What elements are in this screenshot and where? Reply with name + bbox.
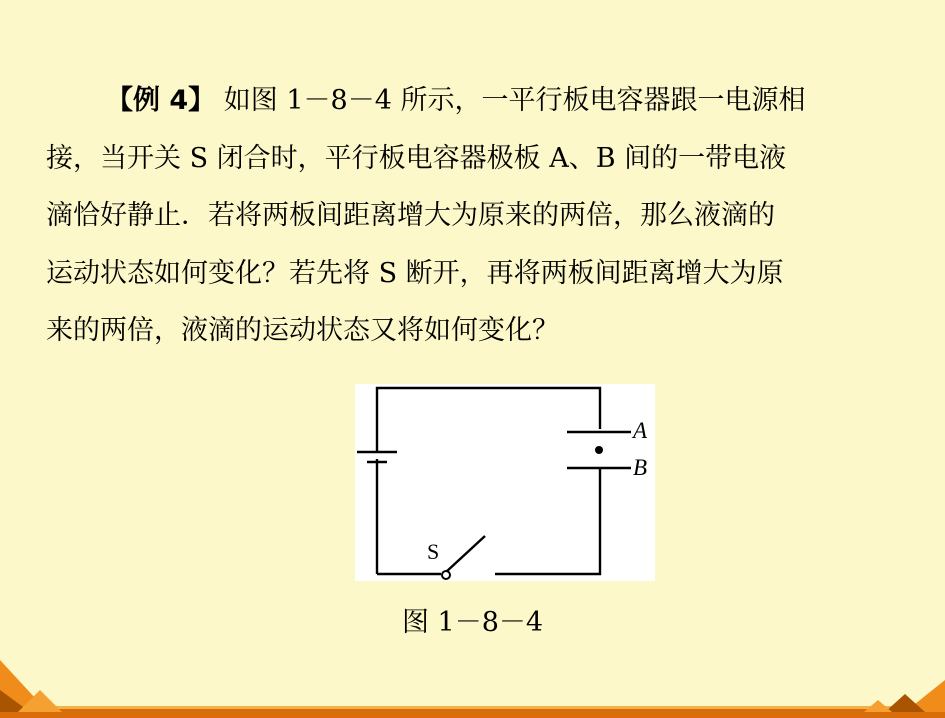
charged-droplet: [595, 446, 603, 454]
wire-right-bottom: [495, 468, 600, 574]
circuit-figure: [355, 384, 655, 581]
switch-label: S: [427, 539, 440, 564]
switch-blade: [446, 536, 485, 572]
corner-triangle-right-2: [885, 694, 925, 712]
problem-line-2: 接，当开关 S 闭合时，平行板电容器极板 A、B 间的一带电液: [46, 142, 787, 174]
example-tag: 【例 4】: [106, 85, 216, 116]
plate-a-label: A: [633, 418, 648, 443]
corner-triangle-right-3: [864, 700, 892, 712]
bottom-bar-highlight: [0, 706, 945, 709]
wire-top: [377, 388, 600, 452]
corner-triangle-right-1: [905, 680, 945, 712]
problem-line-5: 来的两倍，液滴的运动状态又将如何变化？: [46, 315, 559, 347]
switch-pivot: [442, 571, 450, 579]
figure-caption: 图 1－8－4: [401, 607, 544, 638]
bottom-bar: [0, 709, 945, 718]
problem-line-3: 滴恰好静止．若将两板间距离增大为原来的两倍，那么液滴的: [46, 200, 775, 232]
problem-text-1: 如图 1－8－4 所示，一平行板电容器跟一电源相: [223, 85, 806, 116]
corner-triangle-left-3: [18, 690, 62, 712]
circuit-diagram: [355, 384, 655, 581]
problem-line-4: 运动状态如何变化？若先将 S 断开，再将两板间距离增大为原: [46, 257, 784, 289]
corner-triangle-left-2: [0, 690, 30, 712]
corner-triangle-left-1: [0, 660, 48, 712]
problem-statement: [46, 72, 906, 360]
plate-b-label: B: [633, 455, 648, 480]
problem-line-1: [46, 72, 906, 130]
